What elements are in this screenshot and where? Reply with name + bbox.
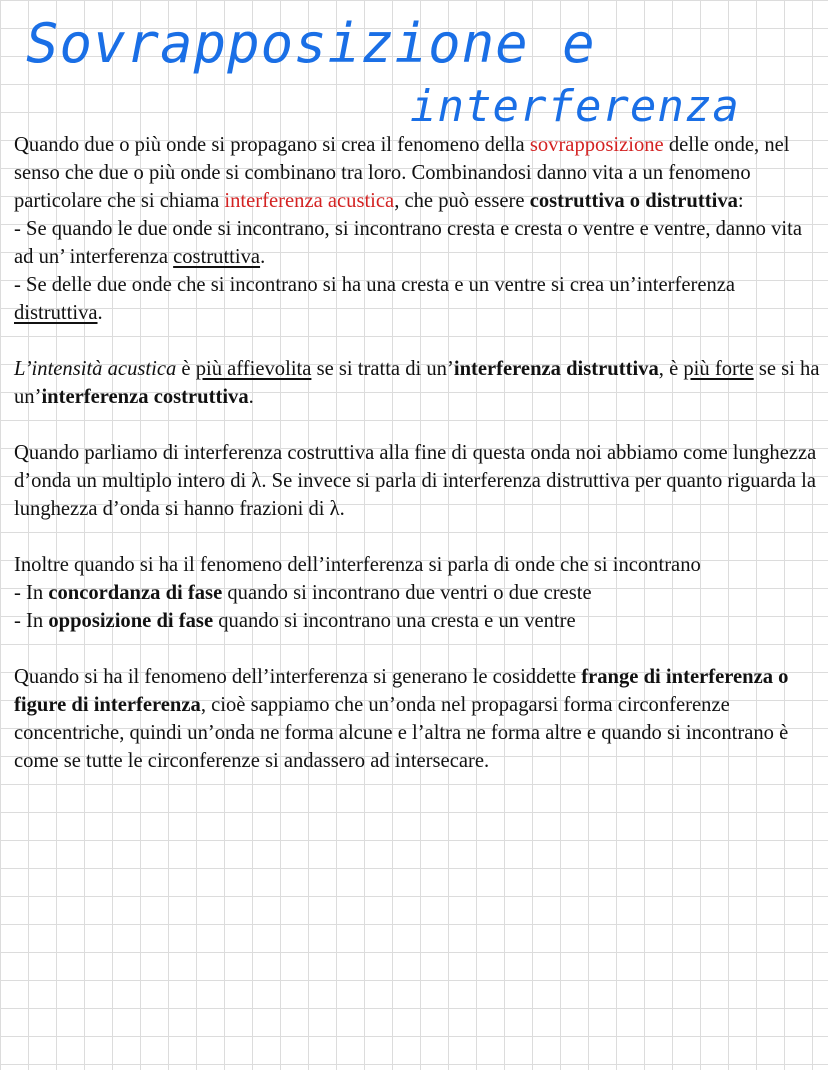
paragraph-intensita [14,355,824,411]
text-span: quando si incontrano due ventri o due creste [222,582,592,604]
text-span: Quando due o più onde si propagano si crea il fenomeno della [14,134,530,156]
bold-term: interferenza distruttiva [453,358,659,380]
list-item: - Se quando le due onde si incontrano, si incontrano cresta e cresta o ventre e ventre, danno vita ad un’ interferenza [14,218,803,268]
paragraph-sovrapposizione [14,131,824,327]
highlight-term: interferenza acustica [224,190,395,212]
text-span: . [97,302,103,324]
text-span: , che può essere [394,190,530,212]
text-span: delle onde, nel senso che due o più onde si combinano tra loro. Combinandosi danno vita a un fenomeno particolare che si chiama [14,134,790,212]
list-item: - In [14,582,49,604]
paragraph-fase [14,551,824,635]
text-span: è [176,358,196,380]
highlight-term: sovrapposizione [529,134,664,156]
page-title-line-1: Sovrapposizione e [26,12,596,75]
underlined-term: più forte [683,358,754,380]
text-span: quando si incontrano una cresta e un ventre [213,610,576,632]
text-span: . [248,386,254,408]
bold-term: costruttiva o distruttiva [529,190,738,212]
text-span: , è [658,358,684,380]
text-span: : [737,190,744,212]
bold-term: frange di interferenza o figure di interferenza [14,666,789,716]
list-item: - In [14,610,49,632]
page-title-line-2: interferenza [410,81,740,132]
notes-body [14,131,824,803]
bold-term: interferenza costruttiva [41,386,249,408]
text-span: . [260,246,266,268]
text-span: , cioè sappiamo che un’onda nel propagarsi forma circonferenze concentriche, quindi un’onda ne forma alcune e l’altra ne forma altre e quando si incontrano è come se tutte le circonferenze si andassero ad intersecare. [14,694,789,772]
text-span: Inoltre quando si ha il fenomeno dell’interferenza si parla di onde che si incontrano [14,554,701,576]
text-span: se si ha un’ [14,358,820,408]
text-span: Quando si ha il fenomeno dell’interferenza si generano le cosiddette [14,666,582,688]
underlined-term: distruttiva [14,302,98,324]
text-span: se si tratta di un’ [311,358,454,380]
paragraph-frange [14,663,824,775]
italic-term: L’intensità acustica [14,358,177,380]
underlined-term: più affievolita [195,358,312,380]
list-item: - Se delle due onde che si incontrano si ha una cresta e un ventre si crea un’interferenza [14,274,736,296]
bold-term: concordanza di fase [48,582,223,604]
paragraph-lunghezza-onda: Quando parliamo di interferenza costruttiva alla fine di questa onda noi abbiamo come lunghezza d’onda un multiplo intero di λ. Se invece si parla di interferenza distruttiva per quanto riguarda la lunghezza d’onda si hanno frazioni di λ. [14,442,817,520]
bold-term: opposizione di fase [48,610,214,632]
underlined-term: costruttiva [173,246,261,268]
